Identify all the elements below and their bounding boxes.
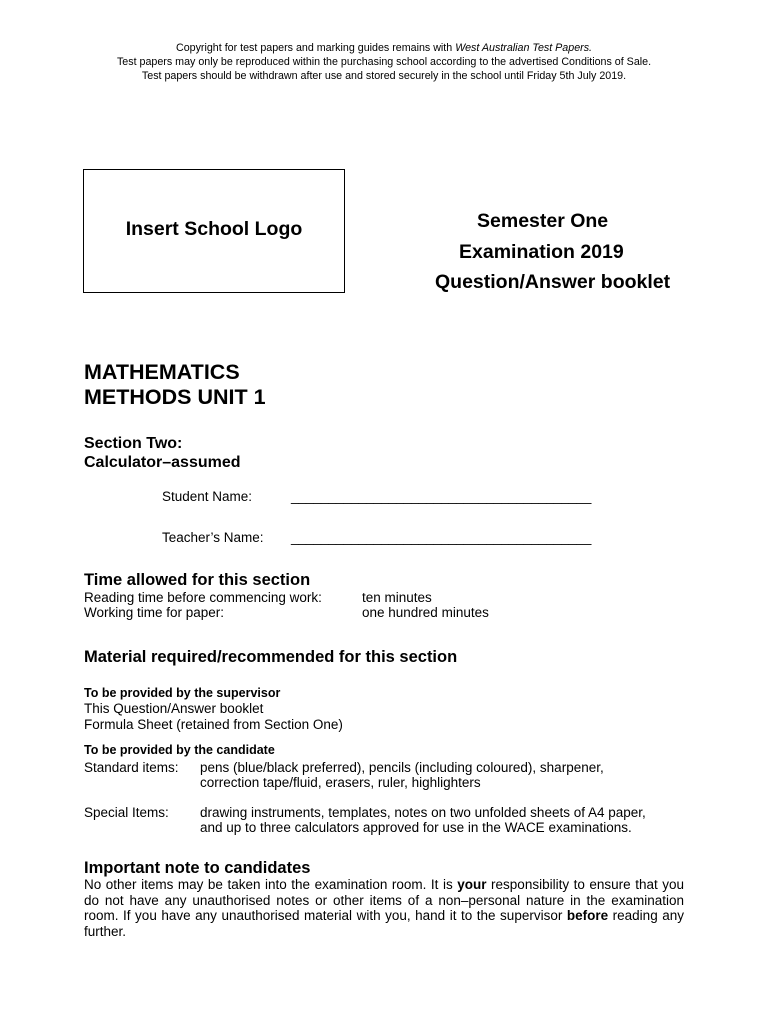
copyright-line-1: Copyright for test papers and marking guides remains with West Australian Test Papers. xyxy=(175,42,593,54)
subject-line-2: METHODS UNIT 1 xyxy=(84,385,266,409)
supervisor-heading: To be provided by the supervisor xyxy=(84,686,281,700)
candidate-heading: To be provided by the candidate xyxy=(84,743,275,757)
special-items-line: drawing instruments, templates, notes on two unfolded sheets of A4 paper, xyxy=(200,805,646,820)
exam-year: Examination 2019 xyxy=(459,241,624,263)
student-name-label: Student Name: xyxy=(162,489,253,504)
copyright-notice xyxy=(0,41,768,83)
supervisor-item: This Question/Answer booklet xyxy=(84,701,264,716)
working-time-value: one hundred minutes xyxy=(362,605,489,620)
teacher-name-label: Teacher’s Name: xyxy=(162,530,264,545)
copyright-line-2: Test papers may only be reproduced within the purchasing school according to the advertised Conditions of Sale. xyxy=(116,56,652,68)
time-heading: Time allowed for this section xyxy=(84,571,311,589)
special-items-line: and up to three calculators approved for use in the WACE examinations. xyxy=(200,820,632,835)
section-line-2: Calculator–assumed xyxy=(84,454,241,471)
logo-placeholder-text: Insert School Logo xyxy=(125,217,303,240)
subject-title xyxy=(84,360,266,410)
reading-time-value: ten minutes xyxy=(362,590,432,605)
important-note-text: No other items may be taken into the examination room. It is your responsibility to ensure that you do not have any unauthorised notes or other items of a non–personal nature in the examination room. If you have any unauthorised material with you, hand it to the supervisor before reading any further. xyxy=(84,877,685,939)
working-time-label: Working time for paper: xyxy=(84,605,225,620)
section-title xyxy=(84,434,241,472)
school-logo-placeholder xyxy=(83,169,345,293)
standard-items-line: correction tape/fluid, erasers, ruler, highlighters xyxy=(200,775,481,790)
subject-line-1: MATHEMATICS xyxy=(84,360,240,384)
teacher-name-field[interactable]: ________________________________________ xyxy=(291,530,592,545)
publisher-name: West Australian Test Papers. xyxy=(455,42,593,54)
important-heading: Important note to candidates xyxy=(84,859,311,877)
exam-semester: Semester One xyxy=(477,210,609,232)
supervisor-item: Formula Sheet (retained from Section One) xyxy=(84,717,343,732)
standard-items-line: pens (blue/black preferred), pencils (including coloured), sharpener, xyxy=(200,760,604,775)
emphasis-your: your xyxy=(457,877,487,892)
student-name-field[interactable]: ________________________________________ xyxy=(291,489,592,504)
section-line-1: Section Two: xyxy=(84,435,183,452)
copyright-line-3: Test papers should be withdrawn after use and stored securely in the school until Friday 5th July 2019. xyxy=(141,70,627,82)
exam-booklet-type: Question/Answer booklet xyxy=(435,271,671,293)
emphasis-before: before xyxy=(566,908,609,923)
reading-time-label: Reading time before commencing work: xyxy=(84,590,322,605)
standard-items-label: Standard items: xyxy=(84,760,179,775)
material-heading: Material required/recommended for this section xyxy=(84,648,458,666)
special-items-label: Special Items: xyxy=(84,805,169,820)
